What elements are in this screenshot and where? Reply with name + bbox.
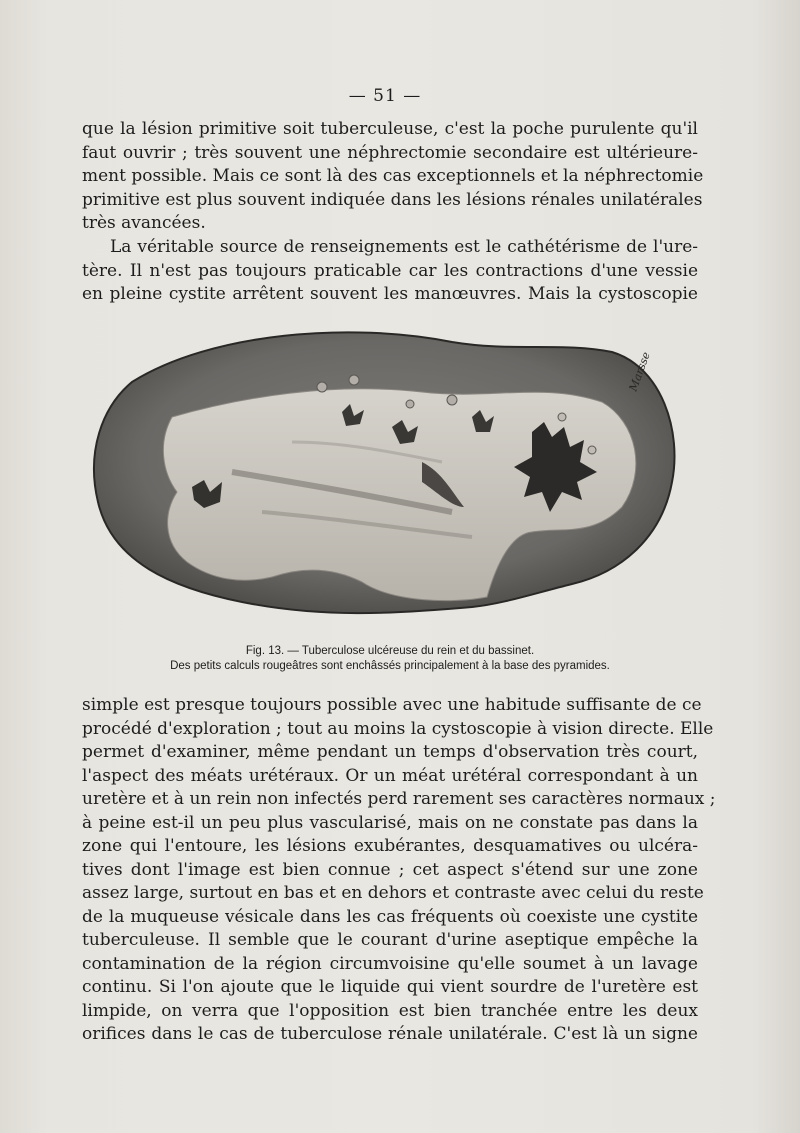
text-line: simple est presque toujours possible avec une habitude suffisante de ce <box>82 695 702 715</box>
text-line: assez large, surtout en bas et en dehors et contraste avec celui du reste <box>82 883 704 903</box>
figure-caption-description: Des petits calculs rougeâtres sont enchâssés principalement à la base des pyramides. <box>170 660 610 672</box>
paragraph-2 <box>82 236 698 307</box>
text-line: limpide, on verra que l'opposition est bien tranchée entre les deux <box>82 1000 698 1021</box>
paragraph-1 <box>82 118 704 236</box>
text-line: continu. Si l'on ajoute que le liquide qui vient sourdre de l'uretère est <box>82 977 698 997</box>
text-line: en pleine cystite arrêtent souvent les manœuvres. Mais la cystoscopie <box>82 284 698 304</box>
text-line: faut ouvrir ; très souvent une néphrectomie secondaire est ultérieure- <box>82 142 698 163</box>
text-line: contamination de la région circumvoisine qu'elle soumet à un lavage <box>82 953 698 974</box>
text-line: tives dont l'image est bien connue ; cet aspect s'étend sur une zone <box>82 859 698 880</box>
text-line: de la muqueuse vésicale dans les cas fréquents où coexiste une cystite <box>82 906 698 927</box>
kidney-illustration <box>92 322 680 622</box>
paragraph-3 <box>82 694 716 1047</box>
page-number: — 51 — <box>348 86 422 106</box>
text-line: permet d'examiner, même pendant un temps d'observation très court, <box>82 742 698 762</box>
artist-signature: Marsse <box>626 350 653 394</box>
text-line: à peine est-il un peu plus vascularisé, mais on ne constate pas dans la <box>82 812 698 833</box>
text-line: tère. Il n'est pas toujours praticable car les contractions d'une vessie <box>82 260 698 281</box>
text-line: que la lésion primitive soit tuberculeuse, c'est la poche purulente qu'il <box>82 119 698 139</box>
text-line: ment possible. Mais ce sont là des cas exceptionnels et la néphrectomie <box>82 166 704 186</box>
figure-caption-title: Fig. 13. — Tuberculose ulcéreuse du rein et du bassinet. <box>245 645 535 657</box>
text-line: orifices dans le cas de tuberculose rénale unilatérale. C'est là un signe <box>82 1024 698 1044</box>
text-line: procédé d'exploration ; tout au moins la cystoscopie à vision directe. Elle <box>82 718 714 739</box>
text-line: La véritable source de renseignements est le cathétérisme de l'ure- <box>110 237 698 257</box>
text-line: zone qui l'entoure, les lésions exubérantes, desquamatives ou ulcéra- <box>82 836 698 856</box>
text-line: tuberculeuse. Il semble que le courant d'urine aseptique empêche la <box>82 930 698 950</box>
kidney-cross-section-figure <box>92 322 680 622</box>
text-line: primitive est plus souvent indiquée dans les lésions rénales unilatérales <box>82 189 703 210</box>
text-line: l'aspect des méats urétéraux. Or un méat urétéral correspondant à un <box>82 765 698 786</box>
text-line: très avancées. <box>82 213 206 233</box>
text-line: uretère et à un rein non infectés perd rarement ses caractères normaux ; <box>82 789 716 809</box>
